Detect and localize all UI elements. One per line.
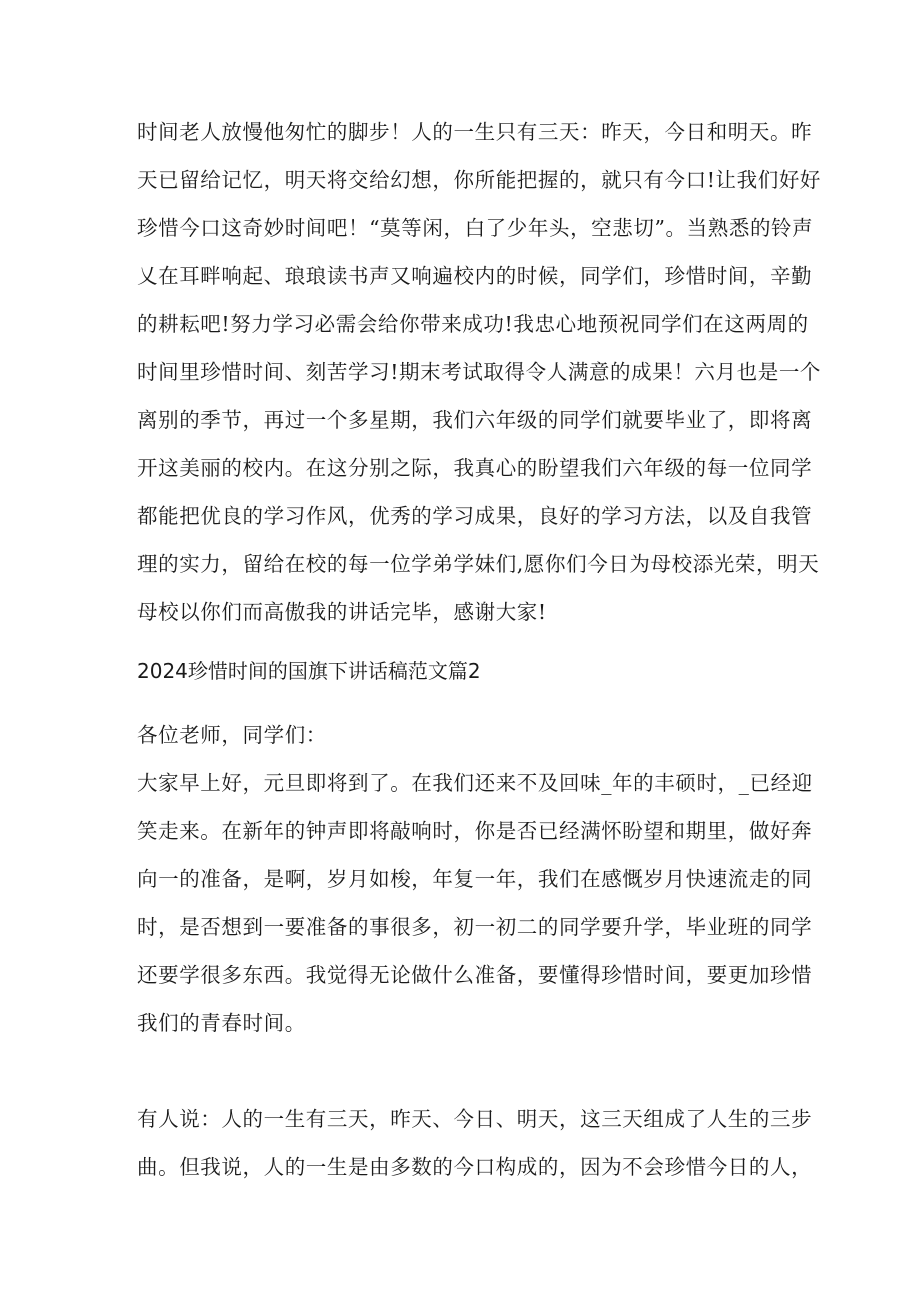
- text-line: 的耕耘吧!努力学习必需会给你带来成功!我忠心地预祝同学们在这两周的: [137, 312, 809, 336]
- text-line: 大家早上好，元旦即将到了。在我们还来不及回味_年的丰硕时，_已经迎: [137, 771, 813, 795]
- text-line: 离别的季节，再过一个多星期，我们六年级的同学们就要毕业了，即将离: [137, 408, 813, 432]
- greeting: [137, 711, 787, 759]
- text-line: 向一的准备，是啊，岁月如梭，年复一年，我们在感慨岁月快速流走的同: [137, 867, 813, 891]
- text-line: 笑走来。在新年的钟声即将敲响时，你是否已经满怀盼望和期里，做好奔: [137, 819, 813, 843]
- text-line: 时，是否想到一要准备的事很多，初一初二的同学要升学，毕业班的同学: [137, 915, 813, 939]
- text-line: 有人说：人的一生有三天，昨天、今日、明天，这三天组成了人生的三步: [137, 1107, 813, 1131]
- text-line: 乂在耳畔响起、琅琅读书声又响遍校内的时候，同学们，珍惜时间，辛勤: [137, 264, 813, 288]
- text-line: 还要学很多东西。我觉得无论做什么准备，要懂得珍惜时间，要更加珍惜: [137, 963, 813, 987]
- text-line: 天已留给记忆，明天将交给幻想，你所能把握的，就只有今口!让我们好好: [137, 168, 822, 192]
- text-line: 母校以你们而高傲我的讲话完毕，感谢大家!: [137, 600, 547, 624]
- text-line: 曲。但我说，人的一生是由多数的今口构成的，因为不会珍惜今日的人，: [137, 1155, 813, 1179]
- paragraph-speech-ending: [137, 108, 822, 636]
- text-line: 时间老人放慢他匆忙的脚步！人的一生只有三天：昨天，今日和明天。昨: [137, 120, 813, 144]
- text-line: 都能把优良的学习作风，优秀的学习成果，良好的学习方法，以及自我管: [137, 504, 813, 528]
- section-heading: 2024珍惜时间的国旗下讲话稿范文篇2: [137, 659, 481, 683]
- text-line: 我们的青春时间。: [137, 1011, 306, 1035]
- text-line: 理的实力，留给在校的每一位学弟学妹们,愿你们今日为母校添光荣，明天: [137, 552, 820, 576]
- paragraph-three-days: [137, 1095, 813, 1191]
- paragraph-new-year: [137, 759, 813, 1047]
- text-line: 珍惜今口这奇妙时间吧！“莫等闲，白了少年头，空悲切”。当熟悉的铃声: [137, 216, 814, 240]
- text-line: 开这美丽的校内。在这分别之际，我真心的盼望我们六年级的每一位同学: [137, 456, 813, 480]
- greeting-line: 各位老师，同学们：: [137, 723, 327, 747]
- text-line: 时间里珍惜时间、刻苦学习!期末考试取得令人满意的成果！六月也是一个: [137, 360, 822, 384]
